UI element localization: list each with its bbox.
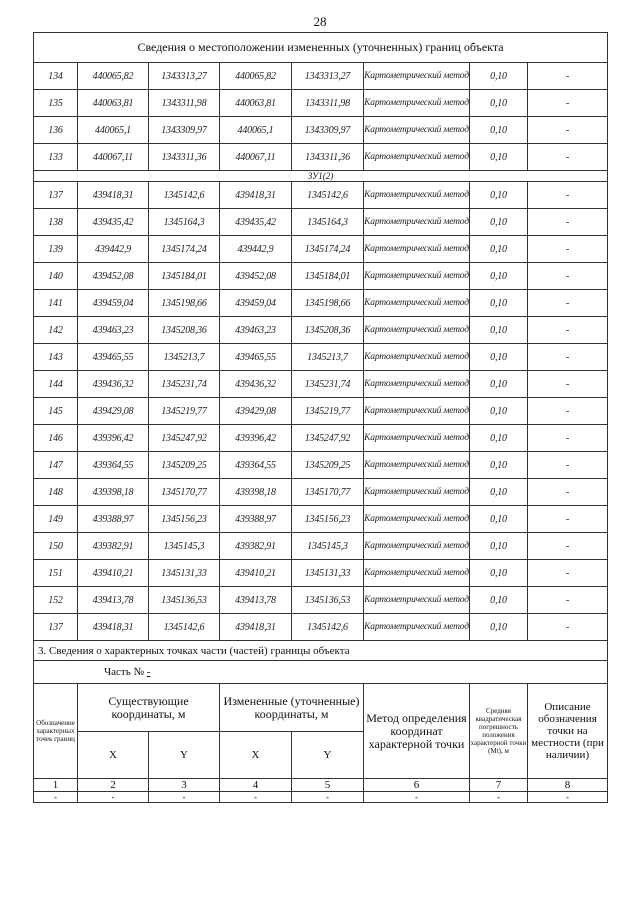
table-cell: 1345231,74 xyxy=(292,371,364,398)
part-label-text: Часть № xyxy=(104,666,147,678)
table-cell: 1345209,25 xyxy=(149,452,220,479)
table-cell: 152 xyxy=(34,587,78,614)
table-cell: 439418,31 xyxy=(78,182,149,209)
table-cell: 150 xyxy=(34,533,78,560)
table-cell: 440065,1 xyxy=(78,117,149,144)
table-cell: - xyxy=(528,560,608,587)
table-cell: 149 xyxy=(34,506,78,533)
header-existing-x: X xyxy=(78,732,149,779)
header-changed-x: X xyxy=(220,732,292,779)
table-cell: Картометрический метод xyxy=(364,144,470,171)
table-cell: 137 xyxy=(34,182,78,209)
empty-cell: - xyxy=(220,792,292,803)
table-cell: 439418,31 xyxy=(220,182,292,209)
table-cell: 0,10 xyxy=(470,479,528,506)
table-cell: Картометрический метод xyxy=(364,452,470,479)
table-cell: - xyxy=(528,371,608,398)
table-cell: - xyxy=(528,317,608,344)
table-cell: 133 xyxy=(34,144,78,171)
empty-cell: - xyxy=(149,792,220,803)
table-cell: - xyxy=(528,117,608,144)
table-row xyxy=(34,317,608,344)
table-cell: 0,10 xyxy=(470,452,528,479)
table-cell: - xyxy=(528,506,608,533)
table-cell: 144 xyxy=(34,371,78,398)
header-description: Описание обозначения точки на местности (при наличии) xyxy=(528,684,608,779)
table-row xyxy=(34,587,608,614)
header-point-designation: Обозначение характерных точек границ xyxy=(34,684,78,779)
table-cell: 1343309,97 xyxy=(149,117,220,144)
header-changed-y: Y xyxy=(292,732,364,779)
table-title: Сведения о местоположении измененных (уточненных) границ объекта xyxy=(34,33,608,63)
table-cell: 1345156,23 xyxy=(149,506,220,533)
zu-label-row xyxy=(34,171,608,182)
table-cell: 439413,78 xyxy=(78,587,149,614)
table-cell: - xyxy=(528,452,608,479)
table-cell: - xyxy=(528,144,608,171)
empty-data-row xyxy=(34,792,608,803)
table-row xyxy=(34,506,608,533)
table-cell: 137 xyxy=(34,614,78,641)
table-cell: 1345136,53 xyxy=(149,587,220,614)
table-cell: Картометрический метод xyxy=(364,209,470,236)
table-cell: 1343311,36 xyxy=(149,144,220,171)
table-cell: - xyxy=(528,479,608,506)
empty-cell: - xyxy=(364,792,470,803)
table-cell: 1343311,98 xyxy=(149,90,220,117)
table-cell: 439382,91 xyxy=(78,533,149,560)
empty-cell: - xyxy=(528,792,608,803)
table-cell: 1345174,24 xyxy=(149,236,220,263)
table-cell: 1345219,77 xyxy=(292,398,364,425)
table-cell: 439463,23 xyxy=(78,317,149,344)
table-cell: - xyxy=(528,90,608,117)
table-cell: 439410,21 xyxy=(220,560,292,587)
table-cell: 1345247,92 xyxy=(149,425,220,452)
table-cell: 1343313,27 xyxy=(292,63,364,90)
table-cell: 1345174,24 xyxy=(292,236,364,263)
table-cell: Картометрический метод xyxy=(364,587,470,614)
table-cell: - xyxy=(528,614,608,641)
table-cell: 1345142,6 xyxy=(149,614,220,641)
table-cell: 0,10 xyxy=(470,533,528,560)
table-cell: Картометрический метод xyxy=(364,90,470,117)
table-cell: 439396,42 xyxy=(220,425,292,452)
table-cell: 1345145,3 xyxy=(149,533,220,560)
table-cell: 0,10 xyxy=(470,344,528,371)
column-number: 8 xyxy=(528,779,608,792)
table-cell: Картометрический метод xyxy=(364,344,470,371)
table-row xyxy=(34,90,608,117)
table-cell: 1345156,23 xyxy=(292,506,364,533)
table-cell: - xyxy=(528,182,608,209)
table-cell: Картометрический метод xyxy=(364,560,470,587)
table-cell: 0,10 xyxy=(470,182,528,209)
table-cell: 0,10 xyxy=(470,587,528,614)
table-cell: 439465,55 xyxy=(78,344,149,371)
table-cell: 1345142,6 xyxy=(292,614,364,641)
table-cell: 136 xyxy=(34,117,78,144)
table-cell: 440065,1 xyxy=(220,117,292,144)
table-cell: Картометрический метод xyxy=(364,398,470,425)
table-cell: Картометрический метод xyxy=(364,63,470,90)
table-cell: 1345164,3 xyxy=(292,209,364,236)
column-number: 7 xyxy=(470,779,528,792)
empty-cell: - xyxy=(78,792,149,803)
table-cell: 439418,31 xyxy=(78,614,149,641)
table-cell: 1345198,66 xyxy=(292,290,364,317)
table-cell: - xyxy=(528,398,608,425)
table-cell: 439364,55 xyxy=(78,452,149,479)
table-cell: Картометрический метод xyxy=(364,506,470,533)
table-cell: 0,10 xyxy=(470,506,528,533)
table-cell: Картометрический метод xyxy=(364,317,470,344)
table-row xyxy=(34,614,608,641)
table-cell: 439436,32 xyxy=(220,371,292,398)
table-cell: 135 xyxy=(34,90,78,117)
table-cell: 439410,21 xyxy=(78,560,149,587)
table-cell: Картометрический метод xyxy=(364,236,470,263)
table-cell: Картометрический метод xyxy=(364,182,470,209)
column-number: 6 xyxy=(364,779,470,792)
header-existing-y: Y xyxy=(149,732,220,779)
table-cell: 151 xyxy=(34,560,78,587)
table-cell: 440065,82 xyxy=(220,63,292,90)
table-cell: - xyxy=(528,209,608,236)
table-cell: 0,10 xyxy=(470,117,528,144)
table-cell: 440065,82 xyxy=(78,63,149,90)
table-cell: - xyxy=(528,425,608,452)
table-row xyxy=(34,236,608,263)
table-row xyxy=(34,533,608,560)
table-cell: 0,10 xyxy=(470,371,528,398)
table-cell: 0,10 xyxy=(470,398,528,425)
table-cell: 1345136,53 xyxy=(292,587,364,614)
table-cell: 138 xyxy=(34,209,78,236)
table-cell: 439442,9 xyxy=(220,236,292,263)
table-cell: Картометрический метод xyxy=(364,479,470,506)
table-cell: 439463,23 xyxy=(220,317,292,344)
table-cell: Картометрический метод xyxy=(364,263,470,290)
table-cell: 1345170,77 xyxy=(149,479,220,506)
boundary-points-table xyxy=(33,32,608,803)
table-cell: 439436,32 xyxy=(78,371,149,398)
table-cell: 1345170,77 xyxy=(292,479,364,506)
table-cell: 1345247,92 xyxy=(292,425,364,452)
table-row xyxy=(34,452,608,479)
table-cell: Картометрический метод xyxy=(364,117,470,144)
column-number: 3 xyxy=(149,779,220,792)
table-cell: 1345198,66 xyxy=(149,290,220,317)
table-cell: 439429,08 xyxy=(220,398,292,425)
table-cell: 1345131,33 xyxy=(149,560,220,587)
table-row xyxy=(34,398,608,425)
table-row xyxy=(34,344,608,371)
table-cell: - xyxy=(528,344,608,371)
table-cell: 439364,55 xyxy=(220,452,292,479)
table-cell: 1345131,33 xyxy=(292,560,364,587)
table-row xyxy=(34,144,608,171)
table-row xyxy=(34,209,608,236)
table-cell: 1343311,98 xyxy=(292,90,364,117)
table-body xyxy=(34,33,608,803)
table-cell: 0,10 xyxy=(470,614,528,641)
table-cell: Картометрический метод xyxy=(364,425,470,452)
table-cell: 134 xyxy=(34,63,78,90)
table-cell: 440063,81 xyxy=(78,90,149,117)
part-label xyxy=(34,661,608,684)
table-cell: 0,10 xyxy=(470,209,528,236)
table-row xyxy=(34,425,608,452)
table-cell: 1345231,74 xyxy=(149,371,220,398)
table-cell: 439435,42 xyxy=(220,209,292,236)
table-cell: 439435,42 xyxy=(78,209,149,236)
header-method: Метод определения координат характерной точки xyxy=(364,684,470,779)
table-cell: 148 xyxy=(34,479,78,506)
table-row xyxy=(34,263,608,290)
table-cell: 0,10 xyxy=(470,290,528,317)
table-cell: 1345213,7 xyxy=(292,344,364,371)
table-cell: 0,10 xyxy=(470,236,528,263)
zu-label: ЗУ1(2) xyxy=(34,171,608,182)
empty-cell: - xyxy=(292,792,364,803)
table-row xyxy=(34,117,608,144)
table-cell: 439442,9 xyxy=(78,236,149,263)
table-cell: 1343309,97 xyxy=(292,117,364,144)
empty-cell: - xyxy=(34,792,78,803)
table-cell: Картометрический метод xyxy=(364,533,470,560)
page-number: 28 xyxy=(313,14,327,29)
header-changed-coords: Измененные (уточненные) координаты, м xyxy=(220,684,364,732)
column-number: 4 xyxy=(220,779,292,792)
column-number: 2 xyxy=(78,779,149,792)
table-cell: 439382,91 xyxy=(220,533,292,560)
table-cell: 0,10 xyxy=(470,263,528,290)
header-accuracy: Средняя квадратическая погрешность положения характерной точки (Mt), м xyxy=(470,684,528,779)
table-cell: 1345142,6 xyxy=(149,182,220,209)
table-cell: 0,10 xyxy=(470,425,528,452)
table-cell: 0,10 xyxy=(470,317,528,344)
column-number: 5 xyxy=(292,779,364,792)
table-cell: 440063,81 xyxy=(220,90,292,117)
table-cell: - xyxy=(528,587,608,614)
column-number: 1 xyxy=(34,779,78,792)
table-cell: Картометрический метод xyxy=(364,371,470,398)
table-cell: 1343313,27 xyxy=(149,63,220,90)
table-cell: 439418,31 xyxy=(220,614,292,641)
table-cell: 1345213,7 xyxy=(149,344,220,371)
table-cell: - xyxy=(528,263,608,290)
table-cell: 1345145,3 xyxy=(292,533,364,560)
table-cell: 439452,08 xyxy=(220,263,292,290)
boundary-table-sheet xyxy=(33,32,607,803)
table-cell: 147 xyxy=(34,452,78,479)
table-cell: 439388,97 xyxy=(78,506,149,533)
table-cell: 1345208,36 xyxy=(292,317,364,344)
table-cell: - xyxy=(528,63,608,90)
table-cell: 1345184,01 xyxy=(149,263,220,290)
table-row xyxy=(34,479,608,506)
table-row xyxy=(34,371,608,398)
table-cell: 0,10 xyxy=(470,144,528,171)
table-cell: 0,10 xyxy=(470,90,528,117)
table-cell: 140 xyxy=(34,263,78,290)
table-cell: 439398,18 xyxy=(220,479,292,506)
table-cell: 439459,04 xyxy=(78,290,149,317)
table-cell: 1343311,36 xyxy=(292,144,364,171)
table-cell: - xyxy=(528,533,608,560)
table-cell: 439465,55 xyxy=(220,344,292,371)
part-number: - xyxy=(146,666,151,678)
table-cell: 439459,04 xyxy=(220,290,292,317)
table-cell: 439452,08 xyxy=(78,263,149,290)
table-cell: 439429,08 xyxy=(78,398,149,425)
table-cell: - xyxy=(528,236,608,263)
table-cell: 1345209,25 xyxy=(292,452,364,479)
table-cell: 143 xyxy=(34,344,78,371)
table-cell: 0,10 xyxy=(470,560,528,587)
table-cell: 439388,97 xyxy=(220,506,292,533)
column-numbers-row xyxy=(34,779,608,792)
table-cell: 1345219,77 xyxy=(149,398,220,425)
table-cell: 439396,42 xyxy=(78,425,149,452)
section3-title: 3. Сведения о характерных точках части (частей) границы объекта xyxy=(34,641,608,661)
table-cell: 440067,11 xyxy=(78,144,149,171)
table-cell: 142 xyxy=(34,317,78,344)
table-cell: 439398,18 xyxy=(78,479,149,506)
table-cell: 145 xyxy=(34,398,78,425)
table-cell: 1345164,3 xyxy=(149,209,220,236)
table-cell: Картометрический метод xyxy=(364,290,470,317)
empty-cell: - xyxy=(470,792,528,803)
table-cell: - xyxy=(528,290,608,317)
table-row xyxy=(34,182,608,209)
table-row xyxy=(34,63,608,90)
table-cell: 0,10 xyxy=(470,63,528,90)
table-cell: 139 xyxy=(34,236,78,263)
table-cell: 1345208,36 xyxy=(149,317,220,344)
table-cell: 141 xyxy=(34,290,78,317)
table-cell: 439413,78 xyxy=(220,587,292,614)
table-row xyxy=(34,290,608,317)
header-existing-coords: Существующие координаты, м xyxy=(78,684,220,732)
table-cell: 1345142,6 xyxy=(292,182,364,209)
table-cell: Картометрический метод xyxy=(364,614,470,641)
table-cell: 146 xyxy=(34,425,78,452)
table-row xyxy=(34,560,608,587)
table-cell: 440067,11 xyxy=(220,144,292,171)
table-cell: 1345184,01 xyxy=(292,263,364,290)
